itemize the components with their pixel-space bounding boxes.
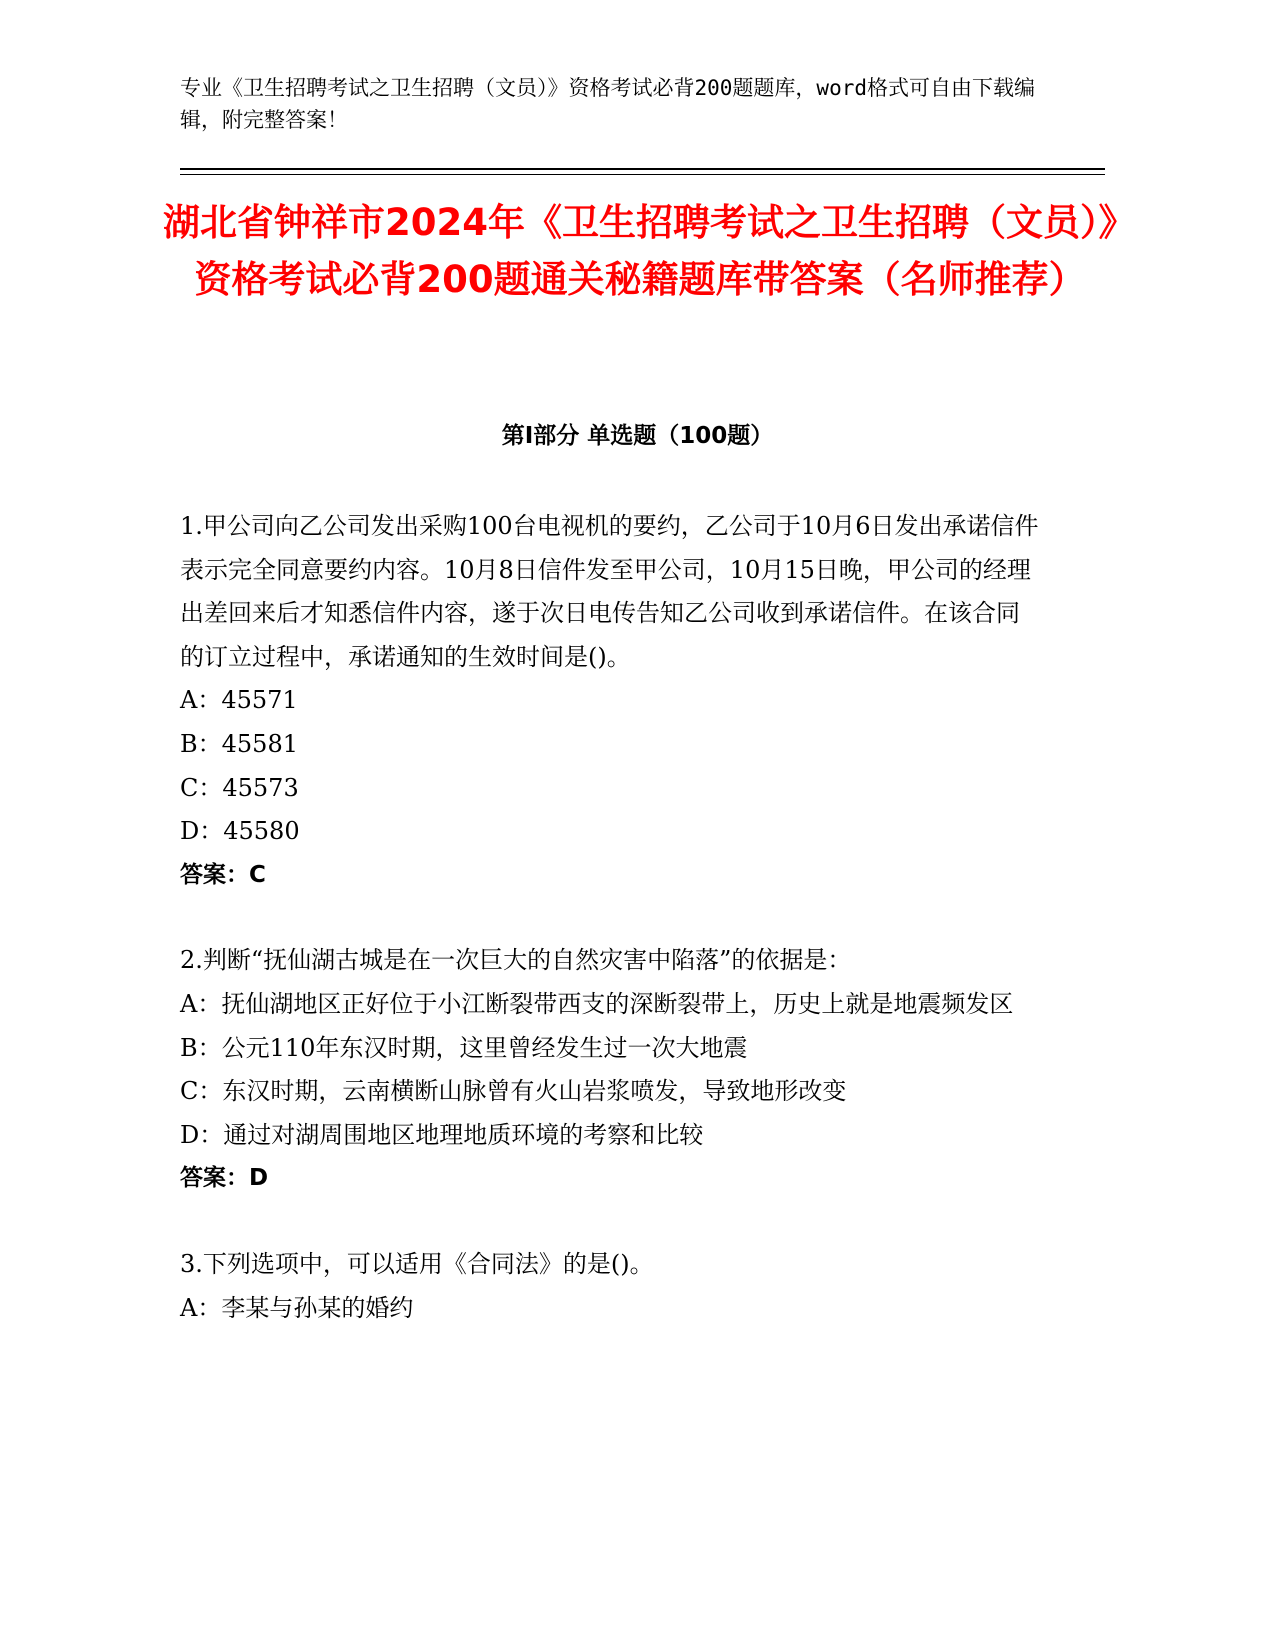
section-heading: 第Ⅰ部分 单选题（100题） — [501, 423, 774, 449]
question-3 — [180, 1243, 1040, 1330]
page-header: 专业《卫生招聘考试之卫生招聘（文员）》资格考试必背200题题库，word格式可自由下载编辑，附完整答案！ — [180, 76, 1035, 132]
question-stem: 1.甲公司向乙公司发出采购100台电视机的要约，乙公司于10月6日发出承诺信件表示完全同意要约内容。10月8日信件发至甲公司，10月15日晚，甲公司的经理出差回来后才知悉信件内容，遂于次日电传告知乙公司收到承诺信件。在该合同的订立过程中，承诺通知的生效时间是()。 — [180, 512, 1039, 671]
option-b: B：45581 — [180, 729, 298, 758]
option-d: D：通过对湖周围地区地理地质环境的考察和比较 — [180, 1120, 704, 1149]
question-2 — [180, 939, 1040, 1201]
header-divider — [180, 168, 1105, 170]
option-c: C：45573 — [180, 773, 299, 802]
option-b: B：公元110年东汉时期，这里曾经发生过一次大地震 — [180, 1033, 748, 1062]
question-1 — [180, 505, 1040, 897]
answer: 答案：D — [180, 1165, 269, 1192]
question-stem: 3.下列选项中，可以适用《合同法》的是()。 — [180, 1249, 654, 1278]
question-list — [180, 505, 1040, 1372]
option-a: A：45571 — [180, 686, 298, 715]
option-a: A：李某与孙某的婚约 — [180, 1293, 414, 1322]
option-a: A：抚仙湖地区正好位于小江断裂带西支的深断裂带上，历史上就是地震频发区 — [180, 989, 1014, 1018]
header-divider-thin — [180, 174, 1105, 175]
option-c: C：东汉时期，云南横断山脉曾有火山岩浆喷发，导致地形改变 — [180, 1077, 847, 1106]
document-title: 湖北省钟祥市2024年《卫生招聘考试之卫生招聘（文员）》资格考试必背200题通关秘籍题库带答案（名师推荐） — [163, 201, 1117, 301]
question-stem: 2.判断“抚仙湖古城是在一次巨大的自然灾害中陷落”的依据是： — [180, 946, 852, 975]
answer: 答案：C — [180, 861, 266, 888]
option-d: D：45580 — [180, 817, 300, 846]
